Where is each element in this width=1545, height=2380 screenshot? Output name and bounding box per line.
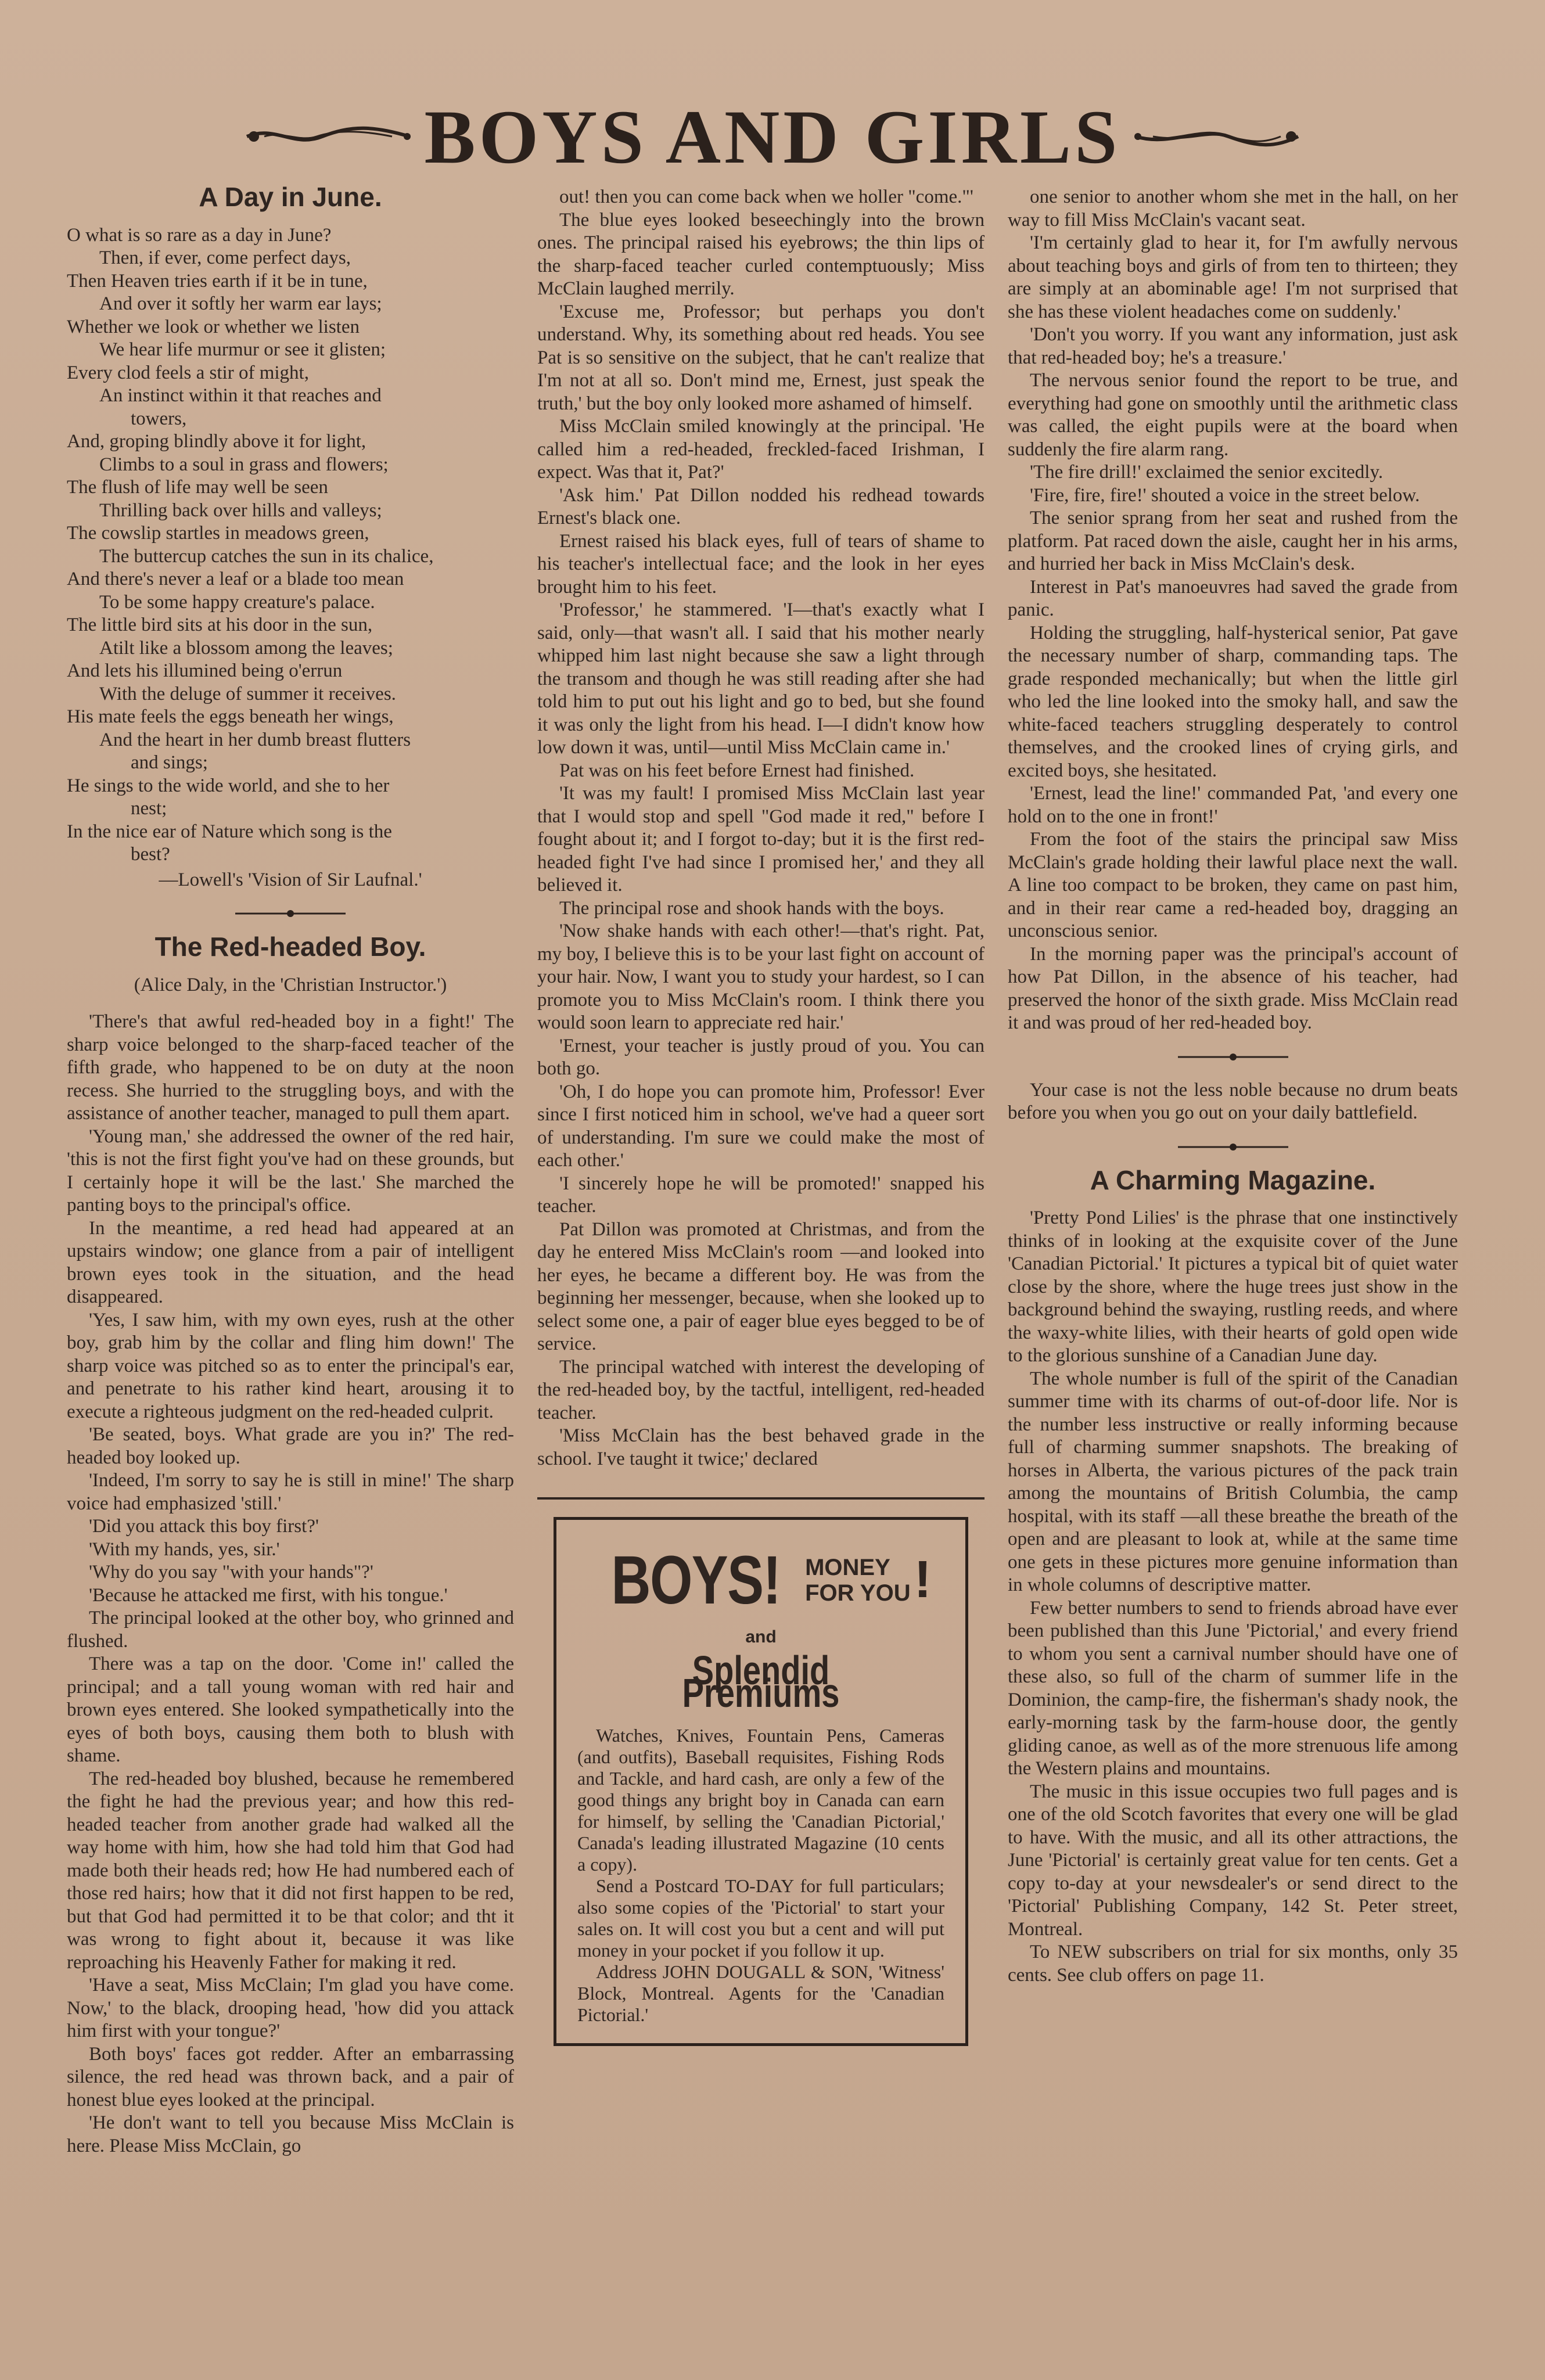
story-paragraph: 'Professor,' he stammered. 'I—that's exactly what I said, only—that wasn't all. I said that his mother nearly whipped him last night because she saw a light through the transom and though he was still reading after she had told him to put out his light and go to bed, but she found it was only the light from his head. I—I didn't know how low down it was, until—until Miss McClain came in.' xyxy=(537,599,985,758)
story-paragraph: 'Young man,' she addressed the owner of the red hair, 'this is not the first fight you've had on these grounds, but I certainly hope it will be the last.' She marched the panting boys to the principal's office. xyxy=(67,1126,514,1216)
story-paragraph: From the foot of the stairs the principal saw Miss McClain's grade holding their lawful place next the wall. A line too compact to be broken, they came on past him, and in their rear came a red-headed boy, dragging an unconscious senior. xyxy=(1008,829,1458,941)
story-byline: (Alice Daly, in the 'Christian Instructor.') xyxy=(134,974,447,995)
ad-paragraph: Watches, Knives, Fountain Pens, Cameras (and outfits), Baseball requisites, Fishing Rods and Tackle, and hard cash, are only a few of the good things any bright boy in Canada can earn for himself, by selling the 'Canadian Pictorial,' Canada's leading illustrated Magazine (10 cents a copy). xyxy=(577,1724,944,1875)
column-1 xyxy=(67,186,514,2334)
poem-line: and sings; xyxy=(131,752,208,773)
story-part-2 xyxy=(537,186,985,1471)
poem-line: O what is so rare as a day in June? xyxy=(67,224,332,246)
poem-line: And over it softly her warm ear lays; xyxy=(99,293,382,314)
magazine-article xyxy=(1008,1207,1458,1987)
story-paragraph: 'Have a seat, Miss McClain; I'm glad you have come. Now,' to the black, drooping head, 'how did you attack him first with your tongue?' xyxy=(67,1975,514,2041)
story-paragraph: In the morning paper was the principal's account of how Pat Dillon, in the absence of his teacher, had preserved the honor of the sixth grade. Miss McClain read it and was proud of her red-headed boy. xyxy=(1008,943,1458,1033)
story-paragraph: Both boys' faces got redder. After an embarrassing silence, the red head was thrown back, and a pair of honest blue eyes looked at the principal. xyxy=(67,2043,514,2111)
separator-icon xyxy=(235,909,346,918)
poem-line: best? xyxy=(131,844,170,865)
story-paragraph: out! then you can come back when we holler "come."' xyxy=(559,186,973,207)
ad-body xyxy=(577,1725,944,2026)
column-2 xyxy=(537,186,985,2334)
story-paragraph: 'Be seated, boys. What grade are you in?' The red-headed boy looked up. xyxy=(67,1424,514,1468)
story-paragraph: 'Ask him.' Pat Dillon nodded his redhead towards Ernest's black one. xyxy=(537,484,985,529)
story-paragraph: 'I sincerely hope he will be promoted!' snapped his teacher. xyxy=(537,1173,985,1217)
story-paragraph: 'Fire, fire, fire!' shouted a voice in the street below. xyxy=(1030,484,1420,506)
poem-line: Climbs to a soul in grass and flowers; xyxy=(99,454,389,475)
poem-line: To be some happy creature's palace. xyxy=(99,591,375,613)
magazine-title: A Charming Magazine. xyxy=(1090,1164,1376,1195)
column-rule xyxy=(537,1497,985,1500)
story-paragraph: There was a tap on the door. 'Come in!' called the principal; and a tall young woman with red hair and brown eyes entered. She looked sympathetically into the eyes of both boys, causing them both to blush with shame. xyxy=(67,1653,514,1766)
poem-line: Atilt like a blossom among the leaves; xyxy=(99,637,393,659)
ad-premiums-heading: Splendid Premiums xyxy=(682,1647,840,1716)
poem-line: The little bird sits at his door in the sun, xyxy=(67,614,373,635)
ad-money-line xyxy=(805,1555,911,1606)
story-paragraph: The principal looked at the other boy, who grinned and flushed. xyxy=(67,1608,514,1652)
ad-exclamation: ! xyxy=(914,1551,932,1609)
separator-icon xyxy=(1178,1052,1288,1062)
masthead-title: BOYS AND GIRLS xyxy=(424,94,1121,179)
poem-line: And the heart in her dumb breast flutters xyxy=(99,729,411,750)
masthead xyxy=(0,87,1545,186)
story-paragraph: 'Don't you worry. If you want any information, just ask that red-headed boy; he's a treasure.' xyxy=(1008,324,1458,368)
poem-line: An instinct within it that reaches and xyxy=(99,385,382,406)
story-paragraph: one senior to another whom she met in the hall, on her way to fill Miss McClain's vacant seat. xyxy=(1008,186,1458,231)
poem-line: Whether we look or whether we listen xyxy=(67,316,360,337)
ad-money-text: MONEY xyxy=(805,1555,890,1580)
story-paragraph: Interest in Pat's manoeuvres had saved the grade from panic. xyxy=(1008,576,1458,620)
magazine-paragraph: To NEW subscribers on trial for six months, only 35 cents. See club offers on page 11. xyxy=(1008,1942,1458,1986)
story-paragraph: 'I'm certainly glad to hear it, for I'm awfully nervous about teaching boys and girls of from ten to thirteen; they are simply at an abominable age! I'm not surprised that she has these violent headaches come on suddenly.' xyxy=(1008,232,1458,322)
poem-line: In the nice ear of Nature which song is the xyxy=(67,821,392,842)
story-paragraph: 'With my hands, yes, sir.' xyxy=(89,1538,280,1560)
poem-line: Then, if ever, come perfect days, xyxy=(99,247,351,268)
story-paragraph: Pat Dillon was promoted at Christmas, and from the day he entered Miss McClain's room —and looked into her eyes, he became a different boy. He was from the beginning her messenger, because, when she looked up to select some one, a pair of eager blue eyes begged to be of service. xyxy=(537,1218,985,1354)
poem-title: A Day in June. xyxy=(199,186,382,212)
poem-line: And there's never a leaf or a blade too mean xyxy=(67,569,404,589)
story-title: The Red-headed Boy. xyxy=(154,932,426,962)
magazine-paragraph: Few better numbers to send to friends abroad have ever been published than this June 'Pictorial,' and every friend to whom you sent a carnival number should have one of these also, so full of the charm of summer life in the Dominion, the camp-fire, the fisherman's shady nook, the early-morning task by the farm-house door, the gently gliding canoe, as well as of the more strenuous life among the Western plains and mountains. xyxy=(1008,1597,1458,1779)
magazine-paragraph: The music in this issue occupies two full pages and is one of the old Scotch favorites that every one will be glad to have. With the music, and all its other attractions, the June 'Pictorial' is certainly great value for ten cents. Get a copy to-day at your newsdealer's or send direct to the 'Pictorial' Publishing Company, 142 St. Peter street, Montreal. xyxy=(1008,1781,1458,1940)
story-part-3 xyxy=(1008,186,1458,1035)
left-ornament-icon xyxy=(241,119,415,154)
magazine-paragraph: The whole number is full of the spirit of the Canadian summer time with its charms of out-of-door life. Nor is the number less instructive or really informing because full of charming summer snapshots. The breaking of horses in Alberta, the various pictures of the pack train among the mountains of British Columbia, the camp hospital, with its staff —all these breathe the breath of the open and are pleasant to look at, while at the same time one gets in these pictures more genuine information than in whole columns of descriptive matter. xyxy=(1008,1368,1458,1595)
filler-text: Your case is not the less noble because no drum beats before you when you go out on your daily battlefield. xyxy=(1008,1079,1458,1123)
story-paragraph: 'Yes, I saw him, with my own eyes, rush at the other boy, grab him by the collar and fling him down!' The sharp voice was pitched so as to enter the principal's ear, and penetrate to his rather kind heart, arousing it to execute a righteous judgment on the red-headed culprit. xyxy=(67,1309,514,1422)
separator-icon xyxy=(1178,1142,1288,1152)
ad-paragraph: Address JOHN DOUGALL & SON, 'Witness' Block, Montreal. Agents for the 'Canadian Pictorial.' xyxy=(577,1961,944,2025)
poem-line: He sings to the wide world, and she to her xyxy=(67,775,390,796)
poem-line: Every clod feels a stir of might, xyxy=(67,362,309,383)
poem-line: The buttercup catches the sun in its chalice, xyxy=(99,545,434,567)
right-ornament-icon xyxy=(1130,119,1304,154)
advertisement-box xyxy=(554,1517,968,2046)
story-paragraph: The principal rose and shook hands with the boys. xyxy=(559,897,944,919)
poem-line: His mate feels the eggs beneath her wings, xyxy=(67,706,394,727)
poem-line: The flush of life may well be seen xyxy=(67,477,328,498)
story-paragraph: The red-headed boy blushed, because he remembered the fight he had the previous year; and how this red-headed teacher from another grade had walked all the way home with him, how she had told him that God had made both their heads red; how He had numbered each of those red hairs; how that it did not first happen to be red, but that God had permitted it to be that color; and tht it was wrong to fight about it, because it was like reproaching his Heavenly Father for making it red. xyxy=(67,1768,514,1973)
story-paragraph: Miss McClain smiled knowingly at the principal. 'He called him a red-headed, freckled-faced Irishman, I expect. Was that it, Pat?' xyxy=(537,416,985,483)
story-paragraph: 'Did you attack this boy first?' xyxy=(89,1516,319,1537)
story-paragraph: 'There's that awful red-headed boy in a fight!' The sharp voice belonged to the sharp-faced teacher of the fifth grade, who happened to be on duty at the noon recess. She hurried to the struggling boys, and with the assistance of another teacher, managed to pull them apart. xyxy=(67,1011,514,1124)
poem-line: Then Heaven tries earth if it be in tune, xyxy=(67,270,368,292)
poem-line: And lets his illumined being o'errun xyxy=(67,660,343,681)
story-paragraph: The nervous senior found the report to be true, and everything had gone on smoothly until the arithmetic class was called, the eight pupils were at the board when suddenly the fire alarm rang. xyxy=(1008,370,1458,460)
story-paragraph: 'Miss McClain has the best behaved grade in the school. I've taught it twice;' declared xyxy=(537,1425,985,1469)
story-paragraph: 'Ernest, lead the line!' commanded Pat, 'and every one hold on to the one in front!' xyxy=(1008,783,1458,827)
poem xyxy=(67,224,514,867)
story-paragraph: In the meantime, a red head had appeared at an upstairs window; one glance from a pair of intelligent brown eyes took in the situation, and the head disappeared. xyxy=(67,1217,514,1307)
story-paragraph: The blue eyes looked beseechingly into the brown ones. The principal raised his eyebrows; the thin lips of the sharp-faced teacher curled contemptuously; Miss McClain laughed merrily. xyxy=(537,209,985,299)
story-paragraph: 'It was my fault! I promised Miss McClain last year that I would stop and spell "God made it red," before I fought about it; and I forgot to-day; but it is the first red-headed fight I've had since I promised her,' and they all believed it. xyxy=(537,783,985,896)
poem-line: With the deluge of summer it receives. xyxy=(99,683,396,704)
ad-and: and xyxy=(745,1627,777,1646)
story-paragraph: The principal watched with interest the developing of the red-headed boy, by the tactful, intelligent, red-headed teacher. xyxy=(537,1356,985,1423)
story-paragraph: 'He don't want to tell you because Miss McClain is here. Please Miss McClain, go xyxy=(67,2112,514,2156)
poem-line: We hear life murmur or see it glisten; xyxy=(99,339,386,360)
story-paragraph: 'Now shake hands with each other!—that's right. Pat, my boy, I believe this is to be your last fight on account of your hair. Now, I want you to study your hardest, so I can promote you to Miss McClain's room. I think there you would soon learn to appreciate red hair.' xyxy=(537,921,985,1033)
ad-header xyxy=(577,1542,944,1619)
story-paragraph: 'Oh, I do hope you can promote him, Professor! Ever since I first noticed him in school, we've had a queer sort of understanding. I'm sure we could make the most of each other.' xyxy=(537,1081,985,1171)
story-paragraph: 'Excuse me, Professor; but perhaps you don't understand. Why, its something about red heads. You see Pat is so sensitive on the subject, that he can't realize that I'm not at all so. Don't mind me, Ernest, just speak the truth,' but the boy only looked more ashamed of himself. xyxy=(537,301,985,414)
poem-line: nest; xyxy=(131,798,167,819)
ad-for-you-text: FOR YOU xyxy=(805,1580,911,1606)
story-part-1 xyxy=(67,1011,514,2158)
poem-line: Thrilling back over hills and valleys; xyxy=(99,499,382,521)
story-paragraph: 'Indeed, I'm sorry to say he is still in mine!' The sharp voice had emphasized 'still.' xyxy=(67,1470,514,1514)
story-paragraph: 'The fire drill!' exclaimed the senior excitedly. xyxy=(1030,462,1384,483)
story-paragraph: The senior sprang from her seat and rushed from the platform. Pat raced down the aisle, caught her in his arms, and hurried her back in Miss McClain's desk. xyxy=(1008,508,1458,574)
ad-paragraph: Send a Postcard TO-DAY for full particulars; also some copies of the 'Pictorial' to start your sales on. It will cost you but a cent and will put money in your pocket if you follow it up. xyxy=(577,1875,944,1961)
ad-boys-headline: BOYS! xyxy=(611,1542,781,1619)
story-paragraph: 'Ernest, your teacher is justly proud of you. You can both go. xyxy=(537,1035,985,1079)
story-paragraph: 'Why do you say "with your hands"?' xyxy=(89,1562,373,1583)
column-3 xyxy=(1008,186,1458,2334)
poem-line: And, groping blindly above it for light, xyxy=(67,431,367,452)
poem-line: towers, xyxy=(131,408,187,429)
poem-attribution: —Lowell's 'Vision of Sir Laufnal.' xyxy=(159,869,422,890)
story-paragraph: Holding the struggling, half-hysterical senior, Pat gave the necessary number of sharp, commanding taps. The grade responded mechanically; but when the little girl who led the line looked into the smoky hall, and saw the white-faced teachers struggling desperately to control themselves, and the crooked lines of crying girls, and excited boys, she hesitated. xyxy=(1008,622,1458,781)
magazine-paragraph: 'Pretty Pond Lilies' is the phrase that one instinctively thinks of in looking at the exquisite cover of the June 'Canadian Pictorial.' It pictures a typical bit of quiet water close by the shore, where the huge trees just show in the background behind the swaying, rustling reeds, and where the waxy-white lilies, with their hearts of gold open wide to the glorious sunshine of a Canadian June day. xyxy=(1008,1207,1458,1366)
story-paragraph: Ernest raised his black eyes, full of tears of shame to his teacher's intellectual face; and the look in her eyes brought him to his feet. xyxy=(537,530,985,598)
story-paragraph: 'Because he attacked me first, with his tongue.' xyxy=(89,1584,448,1606)
story-paragraph: Pat was on his feet before Ernest had finished. xyxy=(559,760,915,781)
poem-line: The cowslip startles in meadows green, xyxy=(67,523,369,544)
